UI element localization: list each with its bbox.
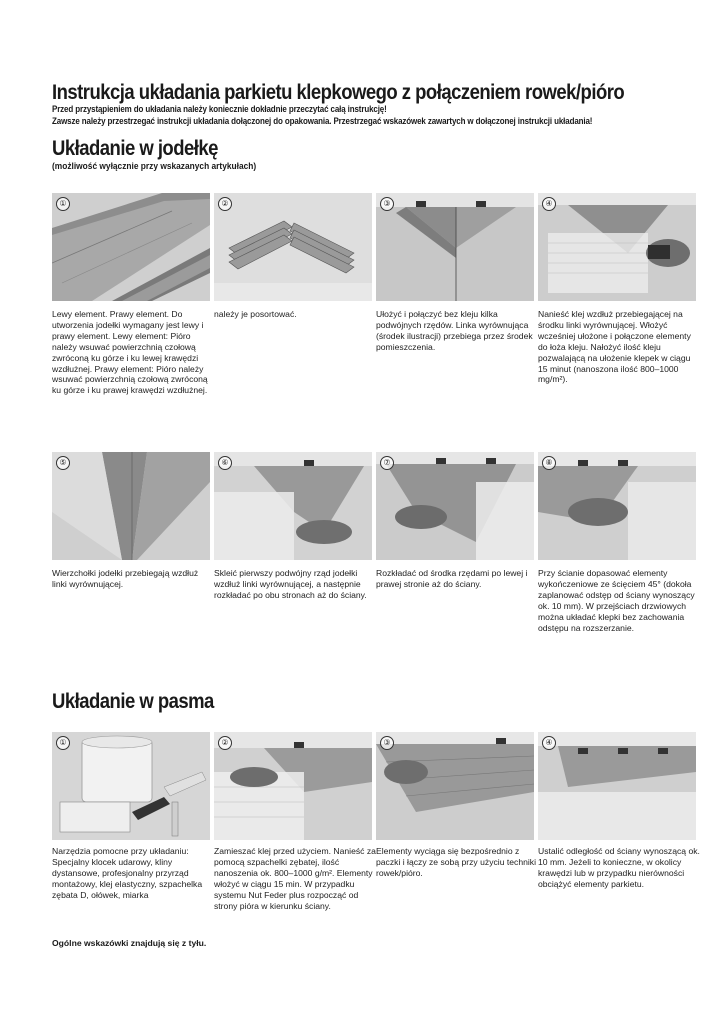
step-photo-herringbone-7 xyxy=(376,452,534,560)
section-title-strips: Układanie w pasma xyxy=(52,689,214,713)
step-caption-herringbone-3: Ułożyć i połączyć bez kleju kilka podwójnych rzędów. Linka wyrównująca (środek ilustracji) przebiega przez środek pomieszczenia. xyxy=(376,309,533,352)
step-number-badge: ③ xyxy=(380,736,394,750)
step-photo-herringbone-6 xyxy=(214,452,372,560)
step-caption-herringbone-7: Rozkładać od środka rzędami po lewej i prawej stronie aż do ściany. xyxy=(376,568,528,589)
step-number-badge: ④ xyxy=(542,197,556,211)
page-title: Instrukcja układania parkietu klepkowego z połączeniem rowek/pióro xyxy=(52,80,625,104)
step-photo-strips-3 xyxy=(376,732,534,840)
step-number-badge: ⑦ xyxy=(380,456,394,470)
step-number-badge: ⑤ xyxy=(56,456,70,470)
step-caption-herringbone-8: Przy ścianie dopasować elementy wykończeniowe ze ścięciem 45° (dokoła zaplanować odstęp od ściany wynoszący ok. 10 mm). W przejściach drzwiowych można układać klepki bez zachowania odstępu na rozszerzanie. xyxy=(538,568,695,633)
step-number-badge: ⑥ xyxy=(218,456,232,470)
step-caption-strips-1: Narzędzia pomocne przy układaniu: Specjalny klocek udarowy, kliny dystansowe, profesjonalny przyrząd montażowy, klej elastyczny, szpachelka zębata D, ołówek, miarka xyxy=(52,846,203,900)
step-photo-herringbone-8 xyxy=(538,452,696,560)
step-photo-strips-1 xyxy=(52,732,210,840)
step-caption-herringbone-2: należy je posortować. xyxy=(214,309,297,319)
step-number-badge: ② xyxy=(218,736,232,750)
section-note-herringbone: (możliwość wyłącznie przy wskazanych artykułach) xyxy=(52,161,257,171)
footer-note: Ogólne wskazówki znajdują się z tyłu. xyxy=(52,938,207,948)
step-number-badge: ③ xyxy=(380,197,394,211)
step-number-badge: ④ xyxy=(542,736,556,750)
step-caption-herringbone-6: Skleić pierwszy podwójny rząd jodełki wzdłuż linki wyrównującej, a następnie rozkładać po obu stronach aż do ściany. xyxy=(214,568,367,600)
step-caption-herringbone-5: Wierzchołki jodełki przebiegają wzdłuż linki wyrównującej. xyxy=(52,568,199,589)
step-number-badge: ⑧ xyxy=(542,456,556,470)
step-number-badge: ① xyxy=(56,197,70,211)
step-caption-strips-2: Zamieszać klej przed użyciem. Nanieść za pomocą szpachelki zębatej, ilość nanoszenia ok. 800–1000 g/m². Elementy włożyć w ciągu 15 min. W przypadku systemu Nut Feder plus rozpocząć od strony pióra w kierunku ściany. xyxy=(214,846,376,911)
step-number-badge: ② xyxy=(218,197,232,211)
step-photo-herringbone-3 xyxy=(376,193,534,301)
warning-follow-package: Zawsze należy przestrzegać instrukcji układania dołączonej do opakowania. Przestrzegać wskazówek zawartych w dołączonej instrukcji układania! xyxy=(52,116,593,126)
section-title-herringbone: Układanie w jodełkę xyxy=(52,136,218,160)
step-number-badge: ① xyxy=(56,736,70,750)
step-photo-herringbone-2 xyxy=(214,193,372,301)
step-photo-herringbone-1 xyxy=(52,193,210,301)
step-photo-herringbone-4 xyxy=(538,193,696,301)
step-photo-herringbone-5 xyxy=(52,452,210,560)
step-caption-strips-4: Ustalić odległość od ściany wynoszącą ok. 10 mm. Jeżeli to konieczne, w okolicy krawędzi lub w przypadku nierówności obciążyć elementy parkietu. xyxy=(538,846,700,889)
warning-read-instructions: Przed przystąpieniem do układania należy koniecznie dokładnie przeczytać całą instrukcję! xyxy=(52,104,387,114)
step-photo-strips-2 xyxy=(214,732,372,840)
step-caption-herringbone-4: Nanieść klej wzdłuż przebiegającej na środku linki wyrównującej. Włożyć wcześniej ułożone i połączone elementy do łoża kleju. Nałożyć ilość kleju pozwalającą na ułożenie klepek w ciągu 15 minut (nanoszona ilość 800–1000 mg/m²). xyxy=(538,309,691,385)
step-photo-strips-4 xyxy=(538,732,696,840)
step-caption-herringbone-1: Lewy element. Prawy element. Do utworzenia jodełki wymagany jest lewy i prawy element. Lewy element: Pióro należy wsuwać powierzchnią czołową zwróconą ku górze i ku lewej krawędzi wzdłużnej. Prawy element: Pióro należy wsuwać powierzchnią czołową zwróconą ku górze i ku prawej krawędzi wzdłużnej. xyxy=(52,309,208,396)
step-caption-strips-3: Elementy wyciąga się bezpośrednio z paczki i łączy ze sobą przy użyciu techniki rowek/pióro. xyxy=(376,846,537,878)
